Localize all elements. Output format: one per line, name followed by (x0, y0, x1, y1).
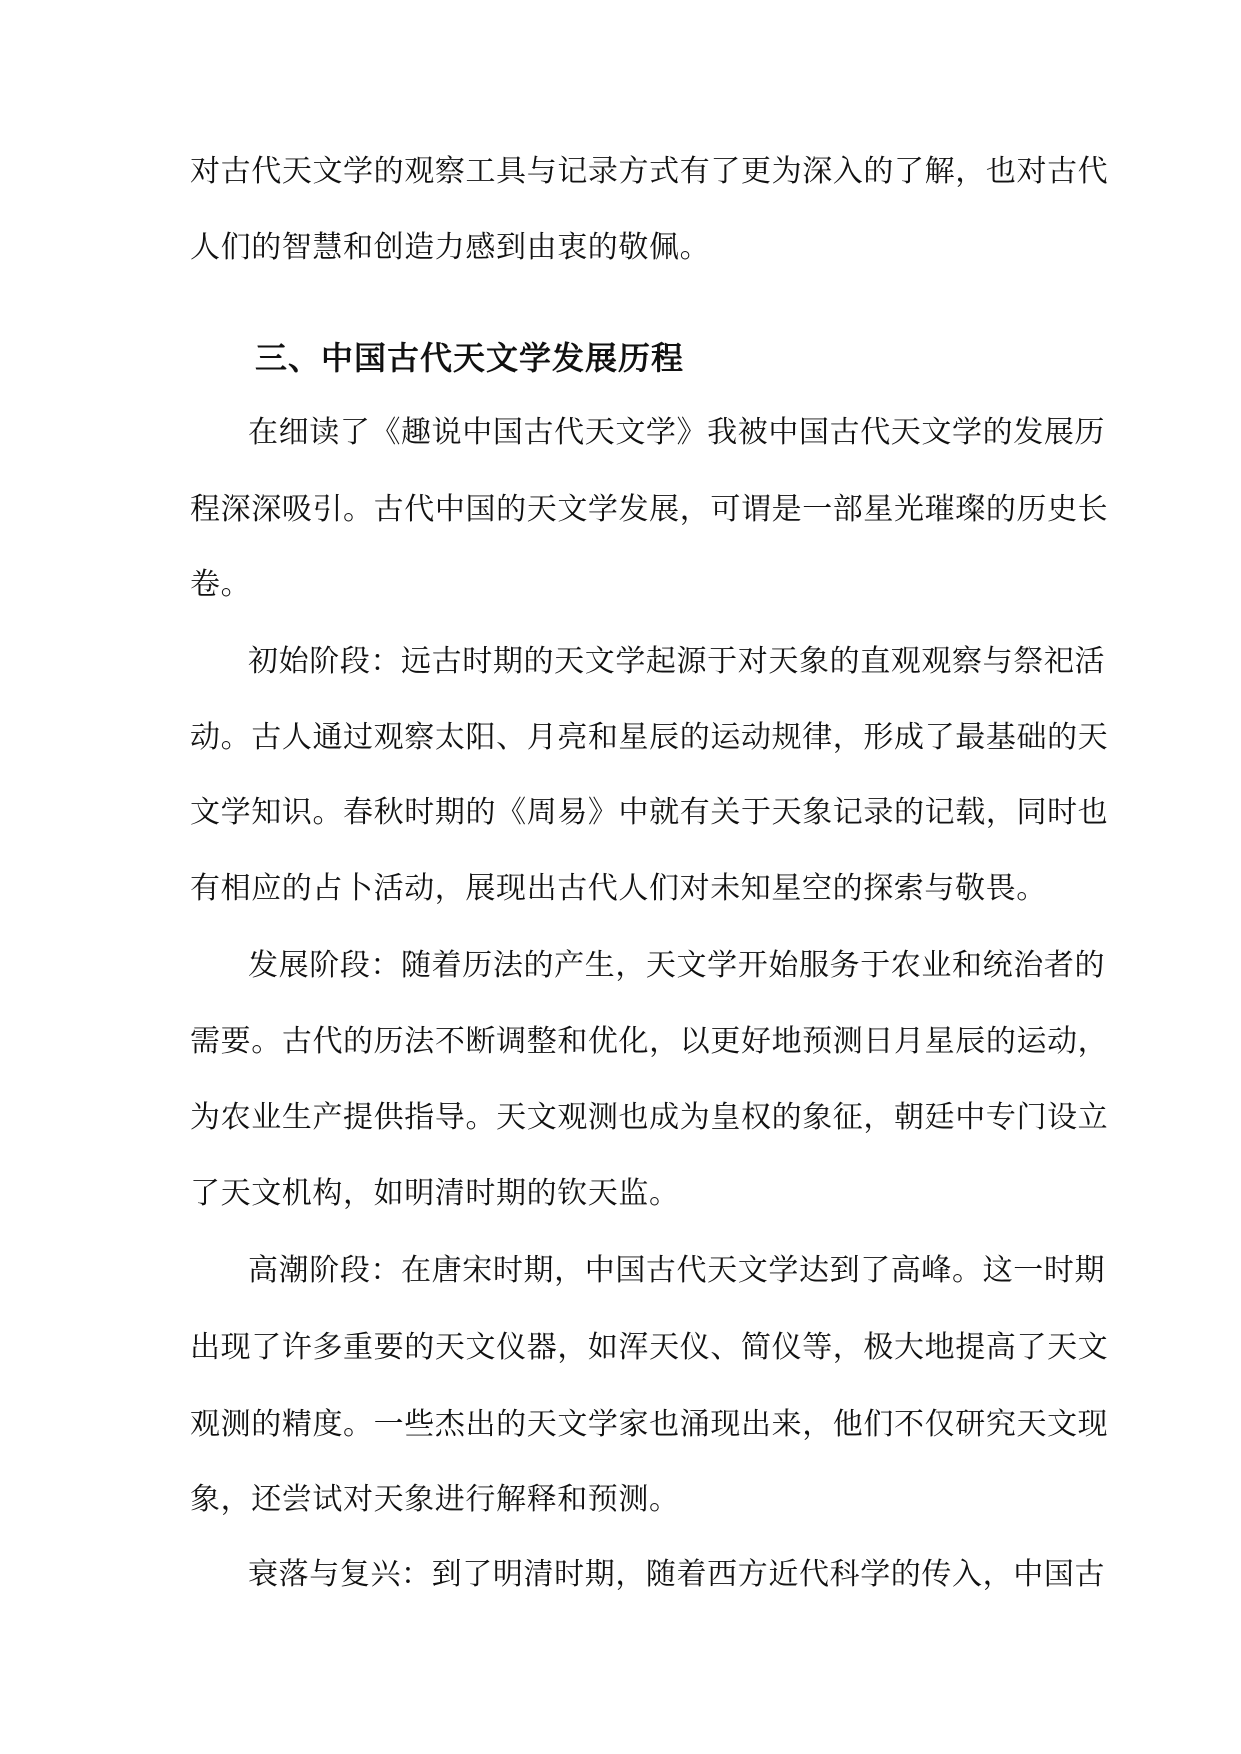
para2-line-3 (0, 791, 1241, 835)
text-line: 动 。 古 人 通 过 观 察 太 阳 、 月 亮 和 星 辰 的 运 动 规 律 ， 形 成 了 最 基 础 的 天 (190, 720, 1109, 755)
intro-line-2 (0, 226, 1241, 270)
text-line: 在 细 读 了 《 趣 说 中 国 古 代 天 文 学 》 我 被 中 国 古 代 天 文 学 的 发 展 历 (248, 415, 1106, 450)
text-line: 观 测 的 精 度 。 一 些 杰 出 的 天 文 学 家 也 涌 现 出 来 ， 他 们 不 仅 研 究 天 文 现 (190, 1407, 1109, 1442)
para2-line-2 (0, 716, 1241, 760)
para2-line-4 (0, 867, 1241, 911)
text-line: 程 深 深 吸 引 。 古 代 中 国 的 天 文 学 发 展 ， 可 谓 是 一 部 星 光 璀 璨 的 历 史 长 (190, 492, 1109, 527)
para3-line-4 (0, 1172, 1241, 1216)
text-line: 初 始 阶 段 ： 远 古 时 期 的 天 文 学 起 源 于 对 天 象 的 直 观 观 察 与 祭 祀 活 (248, 644, 1106, 679)
para2-line-1 (0, 640, 1241, 684)
para1-line-2 (0, 488, 1241, 532)
text-line: 卷。 (190, 567, 252, 602)
text-line: 出 现 了 许 多 重 要 的 天 文 仪 器 ， 如 浑 天 仪 、 简 仪 等 ， 极 大 地 提 高 了 天 文 (190, 1330, 1109, 1365)
text-line: 文 学 知 识 。 春 秋 时 期 的 《 周 易 》 中 就 有 关 于 天 象 记 录 的 记 载 ， 同 时 也 (190, 795, 1109, 830)
text-line: 衰 落 与 复 兴 ： 到 了 明 清 时 期 ， 随 着 西 方 近 代 科 学 的 传 入 ， 中 国 古 (248, 1557, 1106, 1592)
text-line: 发 展 阶 段 ： 随 着 历 法 的 产 生 ， 天 文 学 开 始 服 务 于 农 业 和 统 治 者 的 (248, 948, 1106, 983)
para5-line-1 (0, 1553, 1241, 1597)
section-heading: 三、中国古代天文学发展历程 (255, 339, 685, 377)
text-line: 需 要 。 古 代 的 历 法 不 断 调 整 和 优 化 ， 以 更 好 地 预 测 日 月 星 辰 的 运 动 ， (190, 1024, 1109, 1059)
text-line: 高 潮 阶 段 ： 在 唐 宋 时 期 ， 中 国 古 代 天 文 学 达 到 了 高 峰 。 这 一 时 期 (248, 1253, 1106, 1288)
text-line: 象，还尝试对天象进行解释和预测。 (190, 1482, 680, 1517)
para3-line-1 (0, 944, 1241, 988)
text-line: 了天文机构，如明清时期的钦天监。 (190, 1176, 680, 1211)
text-line: 人们的智慧和创造力感到由衷的敬佩。 (190, 230, 711, 265)
para4-line-4 (0, 1478, 1241, 1522)
text-line: 有相应的占卜活动，展现出古代人们对未知星空的探索与敬畏。 (190, 871, 1047, 906)
para3-line-3 (0, 1096, 1241, 1140)
text-line: 对 古 代 天 文 学 的 观 察 工 具 与 记 录 方 式 有 了 更 为 深 入 的 了 解 ， 也 对 古 代 (190, 154, 1109, 189)
text-line: 为 农 业 生 产 提 供 指 导 。 天 文 观 测 也 成 为 皇 权 的 象 征 ， 朝 廷 中 专 门 设 立 (190, 1100, 1109, 1135)
para4-line-1 (0, 1249, 1241, 1293)
para3-line-2 (0, 1020, 1241, 1064)
para4-line-3 (0, 1403, 1241, 1447)
para1-line-1 (0, 411, 1241, 455)
intro-line-1 (0, 150, 1241, 194)
para1-line-3 (0, 563, 1241, 607)
para4-line-2 (0, 1326, 1241, 1370)
